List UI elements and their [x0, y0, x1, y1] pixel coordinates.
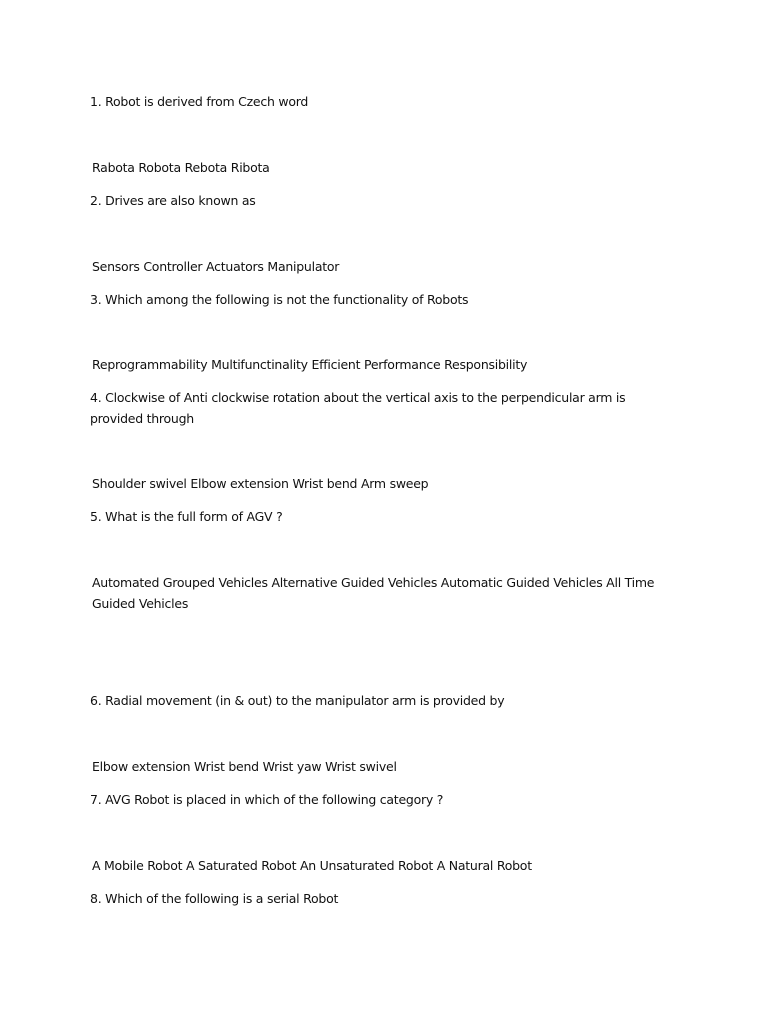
options-1: Rabota Robota Rebota Ribota — [92, 160, 270, 175]
options-6: Elbow extension Wrist bend Wrist yaw Wrist swivel — [92, 759, 397, 774]
options-2: Sensors Controller Actuators Manipulator — [92, 259, 340, 274]
options-7: A Mobile Robot A Saturated Robot An Unsaturated Robot A Natural Robot — [92, 858, 532, 873]
question-2: 2. Drives are also known as — [90, 193, 256, 208]
question-1: 1. Robot is derived from Czech word — [90, 94, 309, 109]
options-3: Reprogrammability Multifunctinality Efficient Performance Responsibility — [92, 357, 528, 372]
options-5: Automated Grouped Vehicles Alternative Guided Vehicles Automatic Guided Vehicles All Time Guided Vehicles — [92, 575, 655, 611]
question-8: 8. Which of the following is a serial Robot — [90, 891, 339, 906]
options-4: Shoulder swivel Elbow extension Wrist bend Arm sweep — [92, 476, 429, 491]
question-4: 4. Clockwise of Anti clockwise rotation about the vertical axis to the perpendicular arm is provided through — [90, 390, 626, 426]
question-6: 6. Radial movement (in & out) to the manipulator arm is provided by — [90, 693, 505, 708]
question-5: 5. What is the full form of AGV ? — [90, 509, 283, 524]
question-3: 3. Which among the following is not the functionality of Robots — [90, 292, 469, 307]
question-7: 7. AVG Robot is placed in which of the following category ? — [90, 792, 444, 807]
